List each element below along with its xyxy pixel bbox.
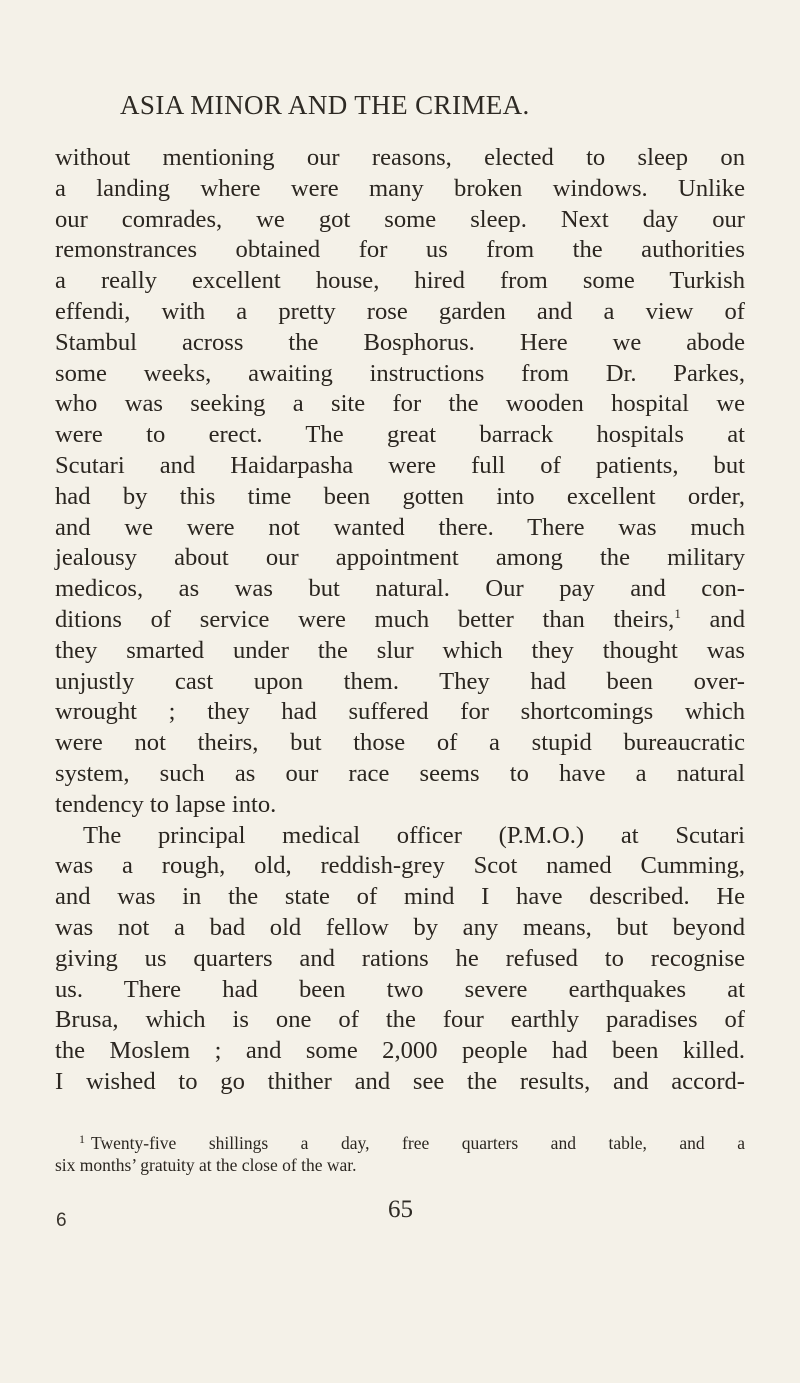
footnote-marker: 1 xyxy=(79,1132,85,1146)
text-line: who was seeking a site for the wooden hospital we xyxy=(55,390,745,418)
text-line: effendi, with a pretty rose garden and a view of xyxy=(55,297,745,325)
text-line: some weeks, awaiting instructions from Dr. Parkes, xyxy=(55,359,745,387)
text-line-with-footnote-ref xyxy=(55,605,745,636)
text-line: the Moslem ; and some 2,000 people had been killed. xyxy=(55,1037,745,1065)
text-line: I wished to go thither and see the results, and accord- xyxy=(55,1067,745,1095)
body-text xyxy=(55,143,745,1098)
text-line: Scutari and Haidarpasha were full of patients, but xyxy=(55,451,745,479)
text-line: our comrades, we got some sleep. Next day our xyxy=(55,205,745,233)
text-line: a landing where were many broken windows. Unlike xyxy=(55,174,745,202)
text-segment: and xyxy=(680,605,745,633)
footnote-line: six months’ gratuity at the close of the war. xyxy=(55,1155,357,1175)
text-line: wrought ; they had suffered for shortcomings which xyxy=(55,698,745,726)
running-head: ASIA MINOR AND THE CRIMEA. xyxy=(120,90,530,120)
text-line: they smarted under the slur which they thought was xyxy=(55,636,745,664)
footnote xyxy=(55,1132,745,1176)
text-line: a really excellent house, hired from some Turkish xyxy=(55,267,745,295)
text-line: system, such as our race seems to have a natural xyxy=(55,759,745,787)
text-line-paragraph-start: The principal medical officer (P.M.O.) at Scutari xyxy=(83,821,745,849)
footnote-text: Twenty-five shillings a day, free quarters and table, and a xyxy=(91,1133,745,1153)
text-line: Stambul across the Bosphorus. Here we abode xyxy=(55,328,745,356)
text-line: medicos, as was but natural. Our pay and con- xyxy=(55,575,745,603)
text-segment: ditions of service were much better than theirs, xyxy=(55,605,675,633)
text-line: and was in the state of mind I have described. He xyxy=(55,883,745,911)
text-line: unjustly cast upon them. They had been over- xyxy=(55,667,745,695)
text-line: was a rough, old, reddish-grey Scot named Cumming, xyxy=(55,852,745,880)
text-line: had by this time been gotten into excellent order, xyxy=(55,482,745,510)
footnote-reference: 1 xyxy=(674,605,681,621)
page-number: 65 xyxy=(388,1196,413,1223)
text-line: giving us quarters and rations he refused to recognise xyxy=(55,944,745,972)
text-line: us. There had been two severe earthquakes at xyxy=(55,975,745,1003)
footnote-line xyxy=(55,1132,745,1154)
signature-mark: 6 xyxy=(56,1210,67,1231)
text-line: was not a bad old fellow by any means, but beyond xyxy=(55,913,745,941)
text-line: without mentioning our reasons, elected to sleep on xyxy=(55,144,745,171)
text-line: jealousy about our appointment among the military xyxy=(55,544,745,572)
text-line: and we were not wanted there. There was much xyxy=(55,513,745,541)
text-line: remonstrances obtained for us from the authorities xyxy=(55,236,745,264)
text-line-paragraph-end: tendency to lapse into. xyxy=(55,790,277,818)
text-line: were to erect. The great barrack hospitals at xyxy=(55,421,745,449)
text-line: were not theirs, but those of a stupid bureaucratic xyxy=(55,729,745,757)
text-line: Brusa, which is one of the four earthly paradises of xyxy=(55,1006,745,1034)
